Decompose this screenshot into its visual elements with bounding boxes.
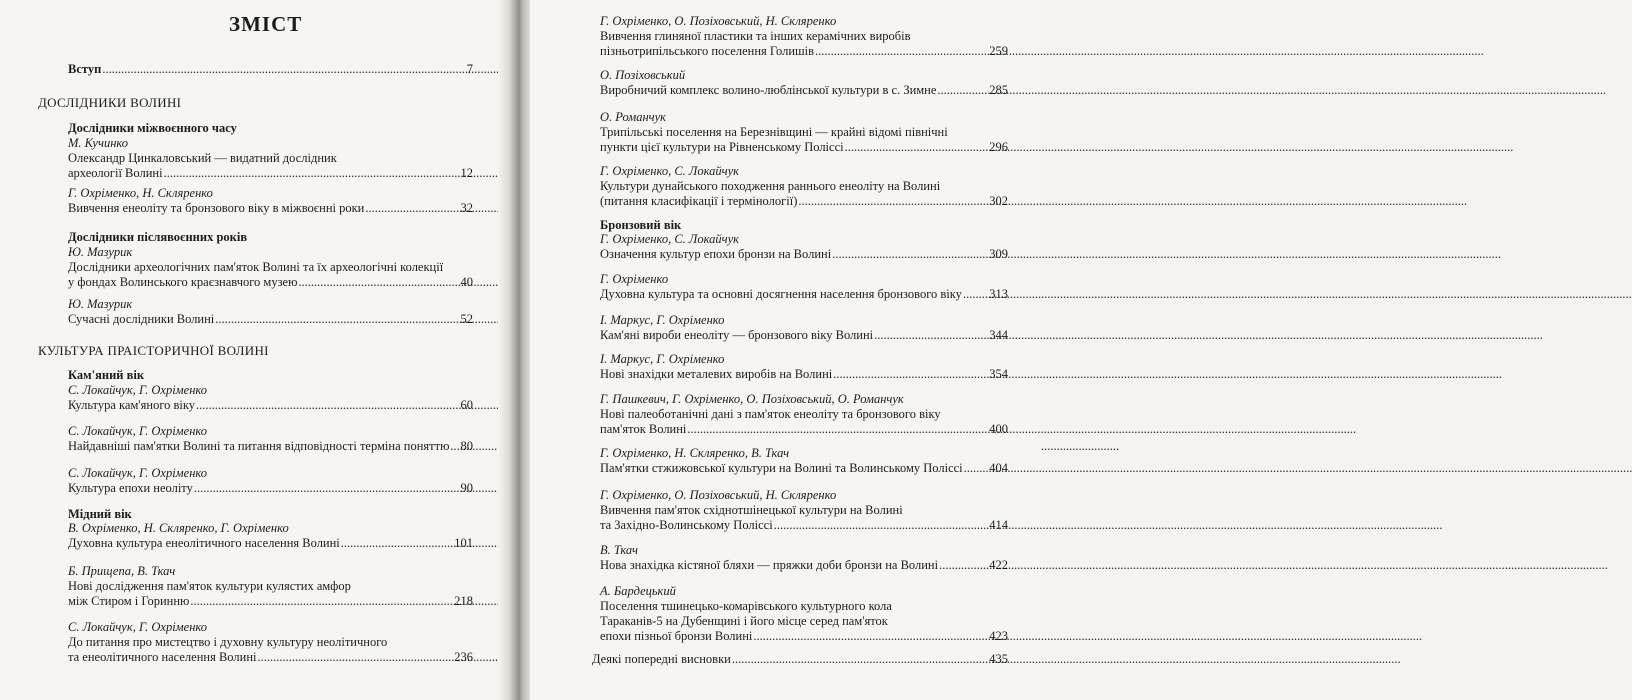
entry-author: Г. Охріменко, Н. Скляренко (68, 186, 213, 200)
toc-entry[interactable]: Б. Прищепа, В. Ткач Нові дослідження пам'яток культури кулястих амфор між Стиром і Горинню ..... 218 (68, 564, 473, 609)
entry-author: С. Локайчук, Г. Охріменко (68, 466, 208, 480)
entry-author: Г. Охріменко, Н. Скляренко, В. Ткач (600, 446, 790, 460)
entry-author: Ю. Мазурик (68, 245, 133, 259)
entry-author: Г. Охріменко, О. Позіховський, Н. Скляренко (600, 488, 837, 502)
toc-entry[interactable]: Г. Охріменко, Н. Скляренко, В. Ткач Пам'ятки стжижовської культури на Волині та Волинському Поліссі ..... 404 (600, 446, 1008, 476)
entry-author: С. Локайчук, Г. Охріменко (68, 383, 208, 397)
entry-author: В. Охріменко, Н. Скляренко, Г. Охріменко (68, 521, 289, 535)
entry-author: А. Бардецький (600, 584, 676, 598)
toc-entry[interactable]: В. Ткач Нова знахідка кістяної бляхи — пряжки доби бронзи на Волині ..... 422 (600, 543, 1008, 573)
toc-entry[interactable]: С. Локайчук, Г. Охріменко Культура епохи неоліту ..... 90 (68, 466, 473, 496)
toc-entry[interactable]: Ю. Мазурик Сучасні дослідники Волині ..... 52 (68, 297, 473, 327)
entry-author: В. Ткач (600, 543, 638, 557)
toc-entry-intro[interactable]: Вступ ..... 7 (68, 62, 473, 77)
entry-author: О. Романчук (600, 110, 667, 124)
entry-author: С. Локайчук, Г. Охріменко (68, 424, 208, 438)
entry-author: Г. Охріменко (600, 272, 669, 286)
toc-entry[interactable]: Г. Охріменко, О. Позіховський, Н. Скляренко Вивчення пам'яток східнотшінецької культури на Волині та Західно-Волинському Поліссі ..... 414 (600, 488, 1008, 533)
toc-entry[interactable]: М. Кучинко Олександр Цинкаловський — видатний дослідник археології Волині ..... 12 (68, 136, 473, 181)
toc-entry[interactable]: С. Локайчук, Г. Охріменко До питання про мистецтво і духовну культуру неолітичного та енеолітичного населення Волині ..... 236 (68, 620, 473, 665)
toc-entry[interactable]: Г. Пашкевич, Г. Охріменко, О. Позіховський, О. Романчук Нові палеоботанічні дані з пам'яток енеоліту та бронзового віку пам'яток Волині ..... 400 (600, 392, 1008, 437)
toc-entry[interactable]: А. Бардецький Поселення тшинецько-комарівського культурного кола Тараканів-5 на Дубенщині і його місце серед пам'яток епохи пізньої бронзи Волині ..... 423 (600, 584, 1008, 644)
entry-author: Г. Охріменко, С. Локайчук (600, 164, 740, 178)
entry-author: Б. Прищепа, В. Ткач (68, 564, 176, 578)
entry-author: Г. Охріменко, С. Локайчук (600, 232, 740, 246)
entry-author: І. Маркус, Г. Охріменко (600, 313, 725, 327)
toc-entry[interactable]: В. Охріменко, Н. Скляренко, Г. Охріменко Духовна культура енеолітичного населення Волині ..... 101 (68, 521, 473, 551)
toc-entry[interactable]: Ю. Мазурик Дослідники археологічних пам'яток Волині та їх археологічні колекції у фондах Волинського краєзнавчого музею ..... 40 (68, 245, 473, 290)
toc-entry[interactable]: О. Романчук Трипільські поселення на Березнівщині — крайні відомі північні пункти цієї культури на Рівненському Поліссі ..... 296 (600, 110, 1008, 155)
toc-entry[interactable]: Г. Охріменко, Н. Скляренко Вивчення енеоліту та бронзового віку в міжвоєнні роки ..... 32 (68, 186, 473, 216)
subsection-heading: Бронзовий вік (600, 218, 682, 232)
subsection-heading: Дослідники післявоєнних років (68, 230, 248, 244)
toc-entry[interactable]: Г. Охріменко, С. Локайчук Означення культур епохи бронзи на Волині ..... 309 (600, 232, 1008, 262)
left-page (0, 0, 510, 700)
section-heading: ДОСЛІДНИКИ ВОЛИНІ (38, 95, 182, 110)
entry-author: Г. Пашкевич, Г. Охріменко, О. Позіховський, О. Романчук (600, 392, 904, 406)
toc-entry[interactable]: С. Локайчук, Г. Охріменко Культура кам'яного віку ..... 60 (68, 383, 473, 413)
toc-entry[interactable]: Г. Охріменко, С. Локайчук Культури дунайського походження раннього енеоліту на Волині (питання класифікації і термінології) ..... 302 (600, 164, 1008, 209)
toc-entry[interactable]: О. Позіховський Виробничий комплекс волино-люблінської культури в с. Зимне ..... 285 (600, 68, 1008, 98)
toc-entry[interactable]: Г. Охріменко Духовна культура та основні досягнення населення бронзового віку ..... 313 (600, 272, 1008, 302)
toc-entry-conclusions[interactable]: Деякі попередні висновки ..... 435 (592, 652, 1008, 667)
toc-entry[interactable]: Г. Охріменко, О. Позіховський, Н. Скляренко Вивчення глиняної пластики та інших керамічних виробів пізньотрипільського поселення Голишів ..... 259 (600, 14, 1008, 59)
entry-author: С. Локайчук, Г. Охріменко (68, 620, 208, 634)
subsection-heading: Кам'яний вік (68, 368, 145, 382)
right-page (530, 0, 1041, 700)
entry-author: І. Маркус, Г. Охріменко (600, 352, 725, 366)
toc-entry[interactable]: І. Маркус, Г. Охріменко Кам'яні вироби енеоліту — бронзового віку Волині ..... 344 (600, 313, 1008, 343)
entry-author: М. Кучинко (68, 136, 129, 150)
entry-author: О. Позіховський (600, 68, 686, 82)
entry-author: Ю. Мазурик (68, 297, 133, 311)
toc-entry[interactable]: С. Локайчук, Г. Охріменко Найдавніші пам'ятки Волині та питання відповідності терміна поняттю ..... 80 (68, 424, 473, 454)
toc-entry[interactable]: І. Маркус, Г. Охріменко Нові знахідки металевих виробів на Волині ..... 354 (600, 352, 1008, 382)
subsection-heading: Дослідники міжвоєнного часу (68, 121, 237, 135)
entry-author: Г. Охріменко, О. Позіховський, Н. Скляренко (600, 14, 837, 28)
subsection-heading: Мідний вік (68, 507, 132, 521)
toc-title: ЗМІСТ (229, 12, 303, 36)
section-heading: КУЛЬТУРА ПРАІСТОРИЧНОЇ ВОЛИНІ (38, 343, 269, 358)
